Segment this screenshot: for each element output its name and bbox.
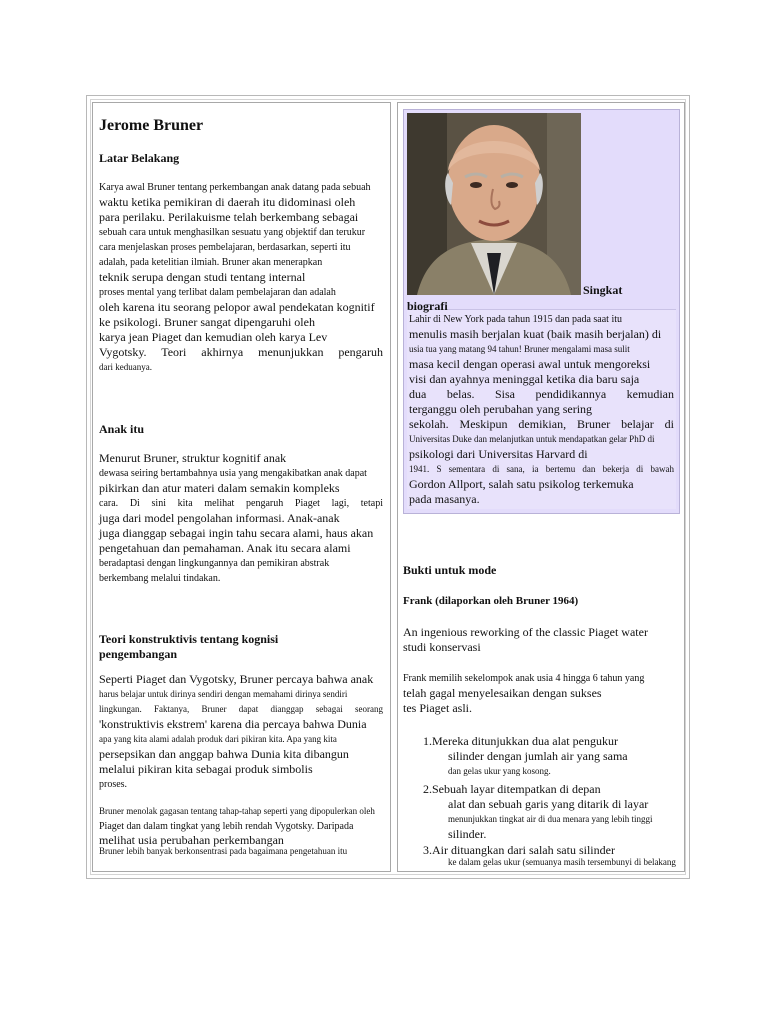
text-line: karya jean Piaget dan kemudian oleh karya Lev xyxy=(99,330,328,344)
text-line xyxy=(407,782,680,797)
text-line: visi dan ayahnya meninggal ketika dia baru saja xyxy=(409,372,640,386)
text-line xyxy=(407,734,680,749)
biography-text xyxy=(407,309,676,509)
text-line: proses. xyxy=(99,779,128,790)
frank-heading: Frank (dilaporkan oleh Bruner 1964) xyxy=(403,595,579,607)
list-number: 1. xyxy=(423,734,432,748)
text-line: dan gelas ukur yang kosong. xyxy=(448,766,551,776)
text-line: para perilaku. Perilakuisme telah berkembang sebagai xyxy=(99,210,359,224)
text-line: Vygotsky. Teori akhirnya menunjukkan pengaruh xyxy=(99,345,383,359)
text-line: telah gagal menyelesaikan dengan sukses xyxy=(403,686,602,700)
text-line: harus belajar untuk dirinya sendiri dengan memahami dirinya sendiri xyxy=(99,689,348,699)
text-line: melalui pikiran kita sebagai produk simbolis xyxy=(99,762,313,776)
text-line: menunjukkan tingkat air di dua menara yang lebih tinggi xyxy=(448,814,653,824)
text-line: cara menjelaskan proses pembelajaran, berdasarkan, seperti itu xyxy=(99,242,351,253)
bukti-heading: Bukti untuk mode xyxy=(403,563,497,577)
text-line: sebuah cara untuk menghasilkan sesuatu yang objektif dan terukur xyxy=(99,227,366,238)
list-number: 2. xyxy=(423,782,432,796)
text-line: ke dalam gelas ukur (semuanya masih tersembunyi di belakang xyxy=(448,857,676,867)
text-line: Frank memilih sekelompok anak usia 4 hingga 6 tahun yang xyxy=(403,673,645,684)
text-line: lingkungan. Faktanya, Bruner dapat dianggap sebagai seorang xyxy=(99,704,383,714)
anak-heading: Anak itu xyxy=(99,422,145,436)
text-line: Bruner menolak gagasan tentang tahap-tahap seperti yang dipopulerkan oleh xyxy=(99,806,375,816)
text-line: psikologi dari Universitas Harvard di xyxy=(409,447,588,461)
text-line: Lahir di New York pada tahun 1915 dan pada saat itu xyxy=(409,314,623,325)
text-line: masa kecil dengan operasi awal untuk mengoreksi xyxy=(409,357,651,371)
teori-heading: Teori konstruktivis tentang kognisi pengembangan xyxy=(99,632,279,661)
text-line: dewasa seiring bertambahnya usia yang mengakibatkan anak dapat xyxy=(99,468,367,479)
text-line: Piaget dan dalam tingkat yang lebih rendah Vygotsky. Daripada xyxy=(99,821,354,832)
ingenious-paragraph xyxy=(403,625,680,655)
right-column xyxy=(397,102,685,872)
text-line: beradaptasi dengan lingkungannya dan pemikiran abstrak xyxy=(99,558,330,569)
text-line: alat dan sebuah garis yang ditarik di layar xyxy=(448,797,649,811)
text-line: 1941. S sementara di sana, ia bertemu dan bekerja di bawah xyxy=(409,464,674,474)
text-line: silinder. xyxy=(448,827,487,841)
latar-paragraph xyxy=(99,180,383,375)
text-line: Karya awal Bruner tentang perkembangan anak datang pada sebuah xyxy=(99,182,371,193)
text-line: waktu ketika pemikiran di daerah itu didominasi oleh xyxy=(99,195,356,209)
portrait-image xyxy=(407,113,581,295)
portrait-photo xyxy=(407,113,581,295)
text-line: terganggu oleh perubahan yang sering xyxy=(409,402,593,416)
text-line: Bruner lebih banyak berkonsentrasi pada bagaimana pengetahuan itu xyxy=(99,846,348,856)
tahap-paragraph xyxy=(99,804,383,857)
text-line: An ingenious reworking of the classic Piaget water xyxy=(403,625,648,639)
text-line: oleh karena itu seorang pelopor awal pendekatan kognitif xyxy=(99,300,375,314)
bio-title-biografi: biografi xyxy=(407,299,448,313)
text-line: Seperti Piaget dan Vygotsky, Bruner percaya bahwa anak xyxy=(99,672,374,686)
list-item xyxy=(407,782,680,842)
latar-heading: Latar Belakang xyxy=(99,151,180,165)
text-line: 'konstruktivis ekstrem' karena dia percaya bahwa Dunia xyxy=(99,717,367,731)
text-line: persepsikan dan anggap bahwa Dunia kita dibangun xyxy=(99,747,349,761)
frank-paragraph xyxy=(403,671,680,716)
text-line: teknik serupa dengan studi tentang internal xyxy=(99,270,306,284)
text-line: pikirkan dan atur materi dalam semakin kompleks xyxy=(99,481,340,495)
document-frame xyxy=(86,95,690,879)
list-number: 3. xyxy=(423,843,432,857)
text-line: silinder dengan jumlah air yang sama xyxy=(448,749,628,763)
list-item-text: Air dituangkan dari salah satu silinder xyxy=(432,843,615,857)
biography-header xyxy=(407,113,676,313)
text-line: juga dianggap sebagai ingin tahu secara alami, haus akan xyxy=(99,526,374,540)
text-line: ke psikologi. Bruner sangat dipengaruhi oleh xyxy=(99,315,315,329)
text-line: tes Piaget asli. xyxy=(403,701,472,715)
list-item-text: Sebuah layar ditempatkan di depan xyxy=(432,782,601,796)
list-item-text: Mereka ditunjukkan dua alat pengukur xyxy=(432,734,618,748)
text-line: cara. Di sini kita melihat pengaruh Piaget lagi, tetapi xyxy=(99,498,383,509)
page-title: Jerome Bruner xyxy=(99,117,204,134)
text-line: adalah, pada ketelitian ilmiah. Bruner akan menerapkan xyxy=(99,257,323,268)
text-line: Menurut Bruner, struktur kognitif anak xyxy=(99,451,287,465)
text-line: proses mental yang terlibat dalam pembelajaran dan adalah xyxy=(99,287,336,298)
list-item xyxy=(407,734,680,779)
text-line: juga dari model pengolahan informasi. Anak-anak xyxy=(99,511,340,525)
text-line: melihat usia perubahan perkembangan xyxy=(99,833,284,847)
text-line xyxy=(407,844,680,857)
text-line: dari keduanya. xyxy=(99,362,152,372)
text-line: pengetahuan dan pemahaman. Anak itu secara alami xyxy=(99,541,351,555)
anak-paragraph xyxy=(99,451,383,586)
text-line: Gordon Allport, salah satu psikolog terkemuka xyxy=(409,477,634,491)
text-line: pada masanya. xyxy=(409,492,480,506)
biography-box xyxy=(403,109,680,514)
text-line: menulis masih berjalan kuat (baik masih berjalan) di xyxy=(409,327,662,341)
text-line: berkembang melalui tindakan. xyxy=(99,573,221,584)
text-line: studi konservasi xyxy=(403,640,481,654)
list-item xyxy=(407,844,680,868)
text-line: sekolah. Meskipun demikian, Bruner belajar di xyxy=(409,417,674,431)
teori-paragraph xyxy=(99,672,383,792)
bio-title-singkat: Singkat xyxy=(583,283,623,297)
procedure-list xyxy=(403,734,680,868)
text-line: apa yang kita alami adalah produk dari pikiran kita. Apa yang kita xyxy=(99,734,337,744)
text-line: usia tua yang matang 94 tahun! Bruner mengalami masa sulit xyxy=(409,344,630,354)
text-line: dua belas. Sisa pendidikannya kemudian xyxy=(409,387,674,401)
text-line: Universitas Duke dan melanjutkan untuk mendapatkan gelar PhD di xyxy=(409,434,655,444)
left-column xyxy=(92,102,391,872)
